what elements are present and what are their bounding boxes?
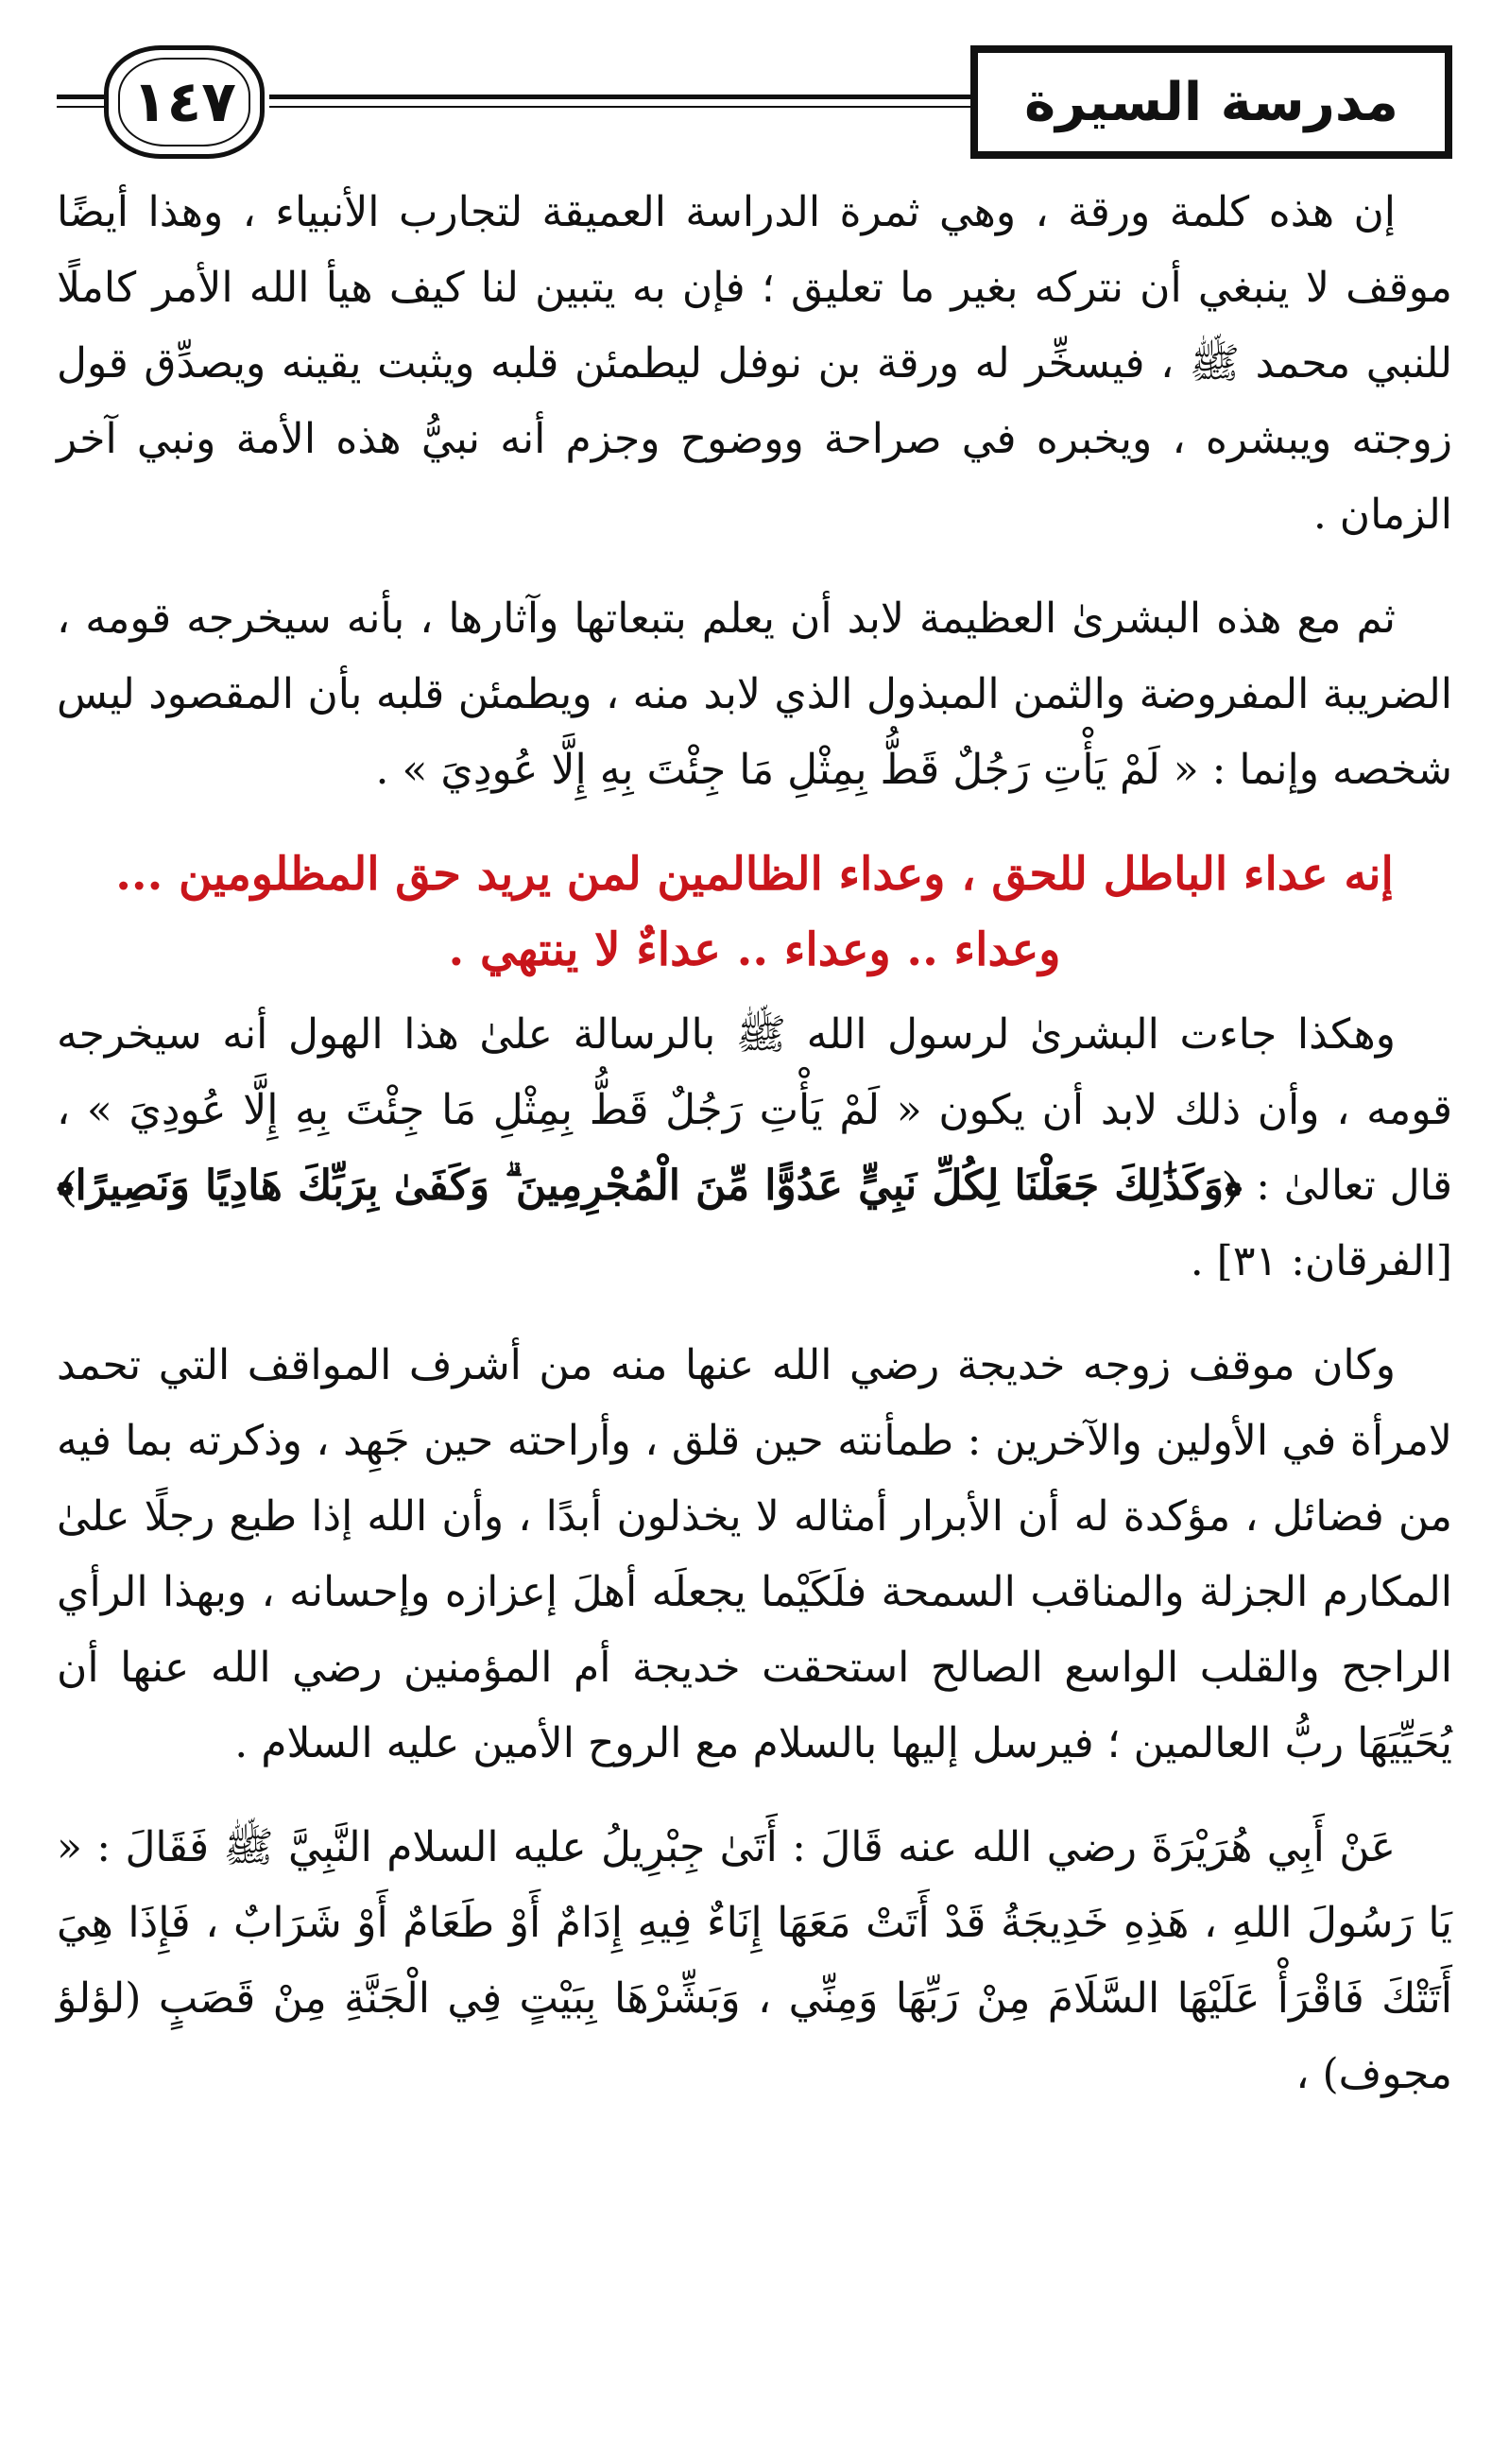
paragraph-3-text: وهكذا جاءت البشرىٰ لرسول الله ﷺ بالرسالة علىٰ هذا الهول أنه سيخرجه قومه ، وأن ذلك لابد أن يكون « لَمْ يَأْتِ رَجُلٌ قَطُّ بِمِثْلِ مَا جِئْتَ بِهِ إِلَّا عُودِيَ » ، قال تعالىٰ : [57,1010,1452,1210]
page-number: ١٤٧ [104,45,265,159]
verse-reference: [الفرقان: ٣١] . [1190,1237,1452,1285]
book-title-box [970,45,1452,159]
section-heading [57,836,1452,988]
header-rule-middle-bottom [269,106,973,108]
paragraph-4: وكان موقف زوجه خديجة رضي الله عنها منه من أشرف المواقف التي تحمد لامرأة في الأولين والآخرين : طمأنته حين قلق ، وأراحته حين جَهِد ، وذكرته بما فيه من فضائل ، مؤكدة له أن الأبرار أمثاله لا يخذلون أبدًا ، وأن الله إذا طبع رجلًا علىٰ المكارم الجزلة والمناقب السمحة فلَكَيْما يجعلَه أهلَ إعزازه وإحسانه ، وبهذا الرأي الراجح والقلب الواسع الصالح استحقت خديجة أم المؤمنين رضي الله عنها أن يُحَيِّيَهَا ربُّ العالمين ؛ فيرسل إليها بالسلام مع الروح الأمين عليه السلام . [57,1341,1452,1767]
paragraph-1: إن هذه كلمة ورقة ، وهي ثمرة الدراسة العميقة لتجارب الأنبياء ، وهذا أيضًا موقف لا ينبغي أن نتركه بغير ما تعليق ؛ فإن به يتبين لنا كيف هيأ الله الأمر كاملًا للنبي محمد ﷺ ، فيسخِّر له ورقة بن نوفل ليطمئن قلبه ويثبت يقينه ويصدِّق قول زوجته ويبشره ، ويخبره في صراحة ووضوح وجزم أنه نبيُّ هذه الأمة ونبي آخر الزمان . [57,188,1452,539]
hadith-paragraph: عَنْ أَبِي هُرَيْرَةَ رضي الله عنه قَالَ : أَتَىٰ جِبْرِيلُ عليه السلام النَّبِيَّ ﷺ فَقَالَ : « يَا رَسُولَ اللهِ ، هَذِهِ خَدِيجَةُ قَدْ أَتَتْ مَعَهَا إِنَاءٌ فِيهِ إِدَامٌ أَوْ طَعَامٌ أَوْ شَرَابٌ ، فَإِذَا هِيَ أَتَتْكَ فَاقْرَأْ عَلَيْهَا السَّلَامَ مِنْ رَبِّهَا وَمِنِّي ، وَبَشِّرْهَا بِبَيْتٍ فِي الْجَنَّةِ مِنْ قَصَبٍ (لؤلؤ مجوف) ، [57,1823,1452,2098]
header-rule-middle-top [269,95,973,99]
heading-line-2: وعداء .. وعداء .. عداءٌ لا ينتهي . [448,923,1061,976]
page-header [57,45,1452,168]
paragraph-3 [57,997,1452,1300]
page-body [57,175,1452,2131]
paragraph-2: ثم مع هذه البشرىٰ العظيمة لابد أن يعلم بتبعاتها وآثارها ، بأنه سيخرجه قومه ، الضريبة المفروضة والثمن المبذول الذي لابد منه ، ويطمئن قلبه بأن المقصود ليس شخصه وإنما : « لَمْ يَأْتِ رَجُلٌ قَطُّ بِمِثْلِ مَا جِئْتَ بِهِ إِلَّا عُودِيَ » . [57,594,1452,794]
heading-line-1: إنه عداء الباطل للحق ، وعداء الظالمين لمن يريد حق المظلومين ... [115,848,1394,901]
book-title: مدرسة السيرة [978,53,1445,151]
quran-verse: ﴿وَكَذَٰلِكَ جَعَلْنَا لِكُلِّ نَبِيٍّ عَدُوًّا مِّنَ الْمُجْرِمِينَ ۗ وَكَفَىٰ بِرَبِّكَ هَادِيًا وَنَصِيرًا﴾ [57,1162,1243,1210]
